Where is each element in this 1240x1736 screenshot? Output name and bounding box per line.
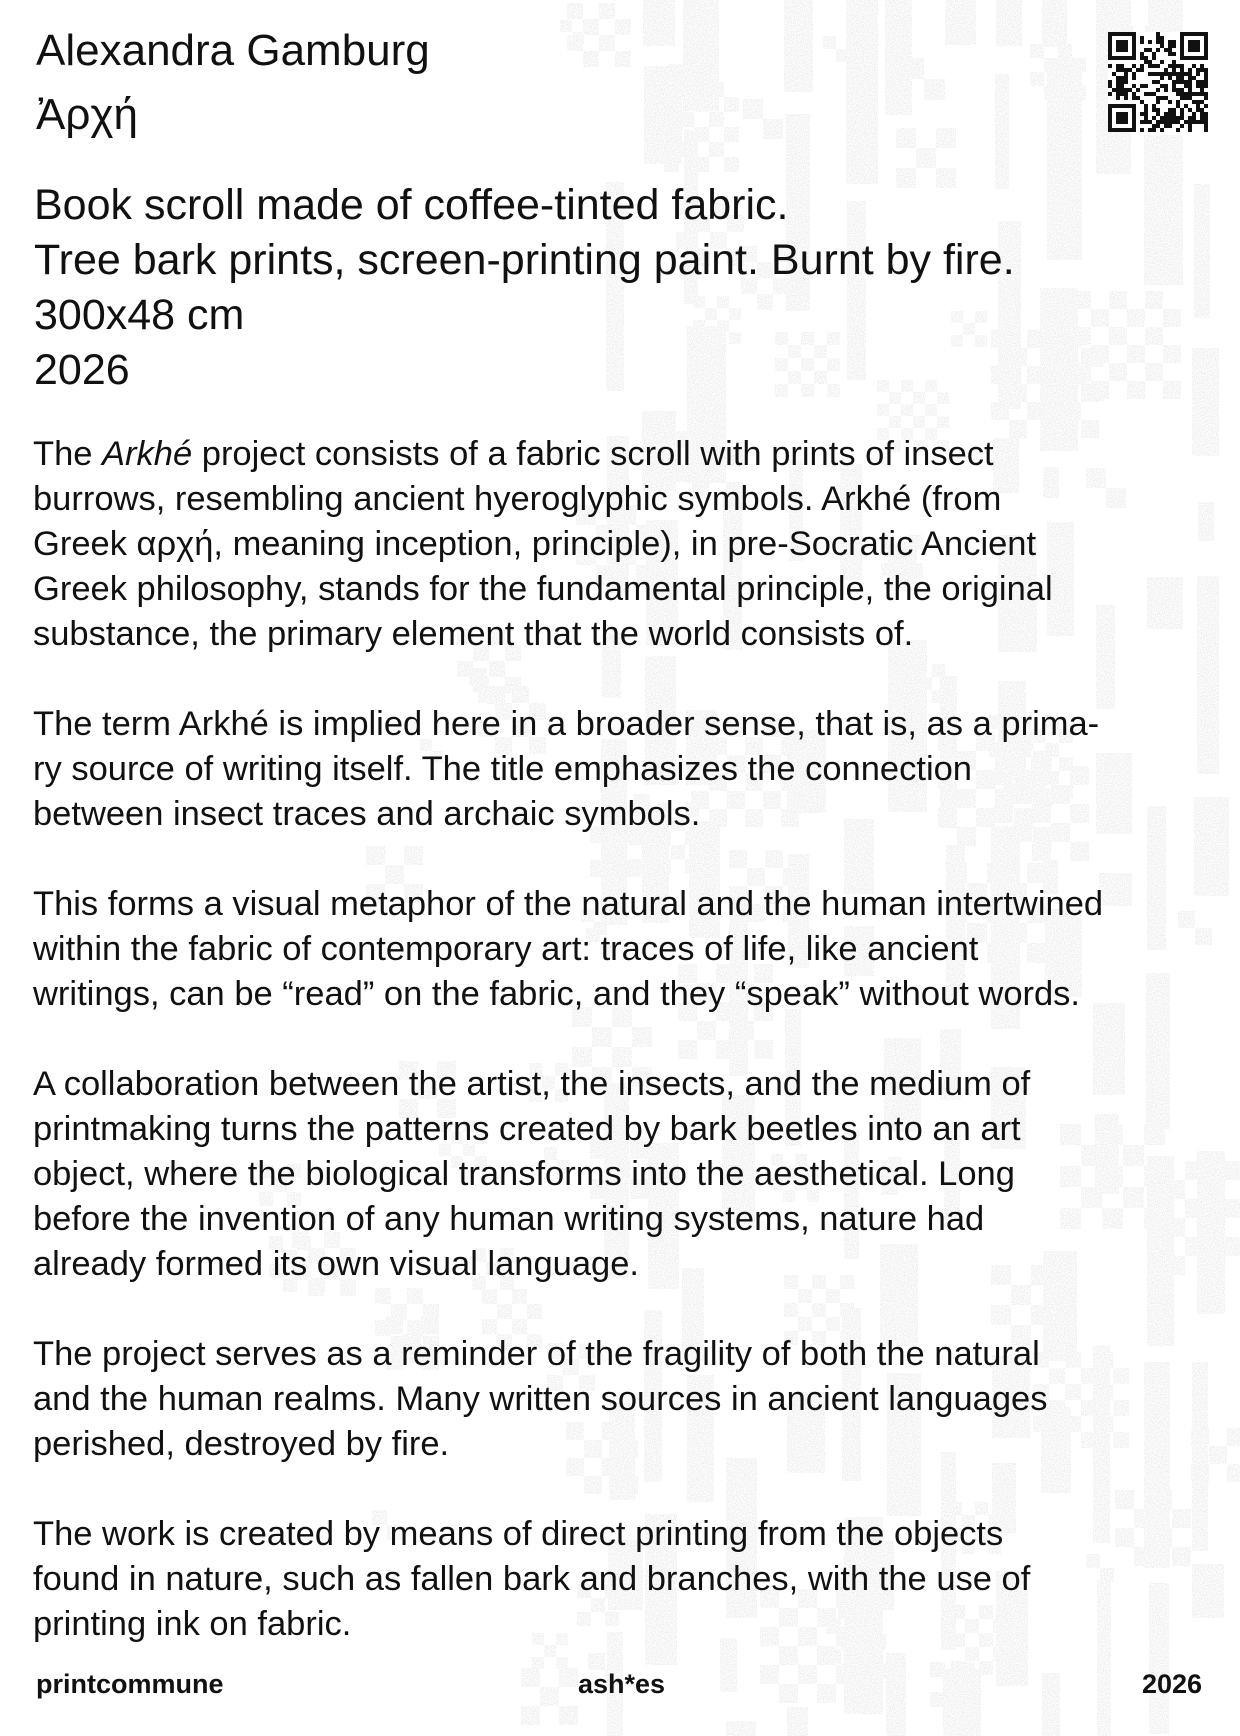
paragraph-2: The term Arkhé is implied here in a broader sense, that is, as a prima- ry source of writing itself. The title emphasizes the connection between insect traces and archaic symbols. xyxy=(33,705,1100,833)
artwork-specs xyxy=(34,178,1015,398)
paragraph-3: This forms a visual metaphor of the natural and the human intertwined within the fabric of contemporary art: traces of life, like ancient writings, can be “read” on the fabric, and they “speak” without words. xyxy=(33,885,1104,1013)
artist-name: Alexandra Gamburg xyxy=(36,26,430,75)
artwork-title: Ἀρχή xyxy=(36,90,138,139)
paragraph-1 xyxy=(33,432,1213,657)
project-name-italic: Arkhé xyxy=(102,435,193,473)
specs-year: 2026 xyxy=(34,346,130,394)
paragraph-1-rest: project consists of a fabric scroll with prints of insect burrows, resembling ancient hyeroglyphic symbols. Arkhé (from Greek αρχή, meaning inception, principle), in pre-Socratic Ancient Greek philosophy, stands for the fundamental principle, the original substance, the primary element that the world consists of. xyxy=(33,435,1053,653)
footer-publisher: printcommune xyxy=(36,1669,224,1699)
paragraph-4: A collaboration between the artist, the insects, and the medium of printmaking turns the patterns created by bark beetles into an art object, where the biological transforms into the aesthetical. Long before the invention of any human writing systems, nature had already formed its own visual language. xyxy=(33,1065,1031,1283)
paragraph-1-start: The xyxy=(33,435,103,473)
footer-year: 2026 xyxy=(1142,1669,1203,1699)
footer-exhibition: ash*es xyxy=(578,1669,666,1699)
paragraph-6: The work is created by means of direct printing from the objects found in nature, such as fallen bark and branches, with the use of printing ink on fabric. xyxy=(33,1515,1031,1643)
description-text xyxy=(33,432,1213,1692)
paragraph-5: The project serves as a reminder of the fragility of both the natural and the human realms. Many written sources in ancient languages perished, destroyed by fire. xyxy=(33,1335,1048,1463)
specs-medium: Book scroll made of coffee-tinted fabric. xyxy=(34,181,789,229)
specs-technique: Tree bark prints, screen-printing paint. Burnt by fire. xyxy=(34,236,1015,284)
qr-code-icon[interactable] xyxy=(1108,32,1208,132)
specs-dimensions: 300x48 cm xyxy=(34,291,245,339)
